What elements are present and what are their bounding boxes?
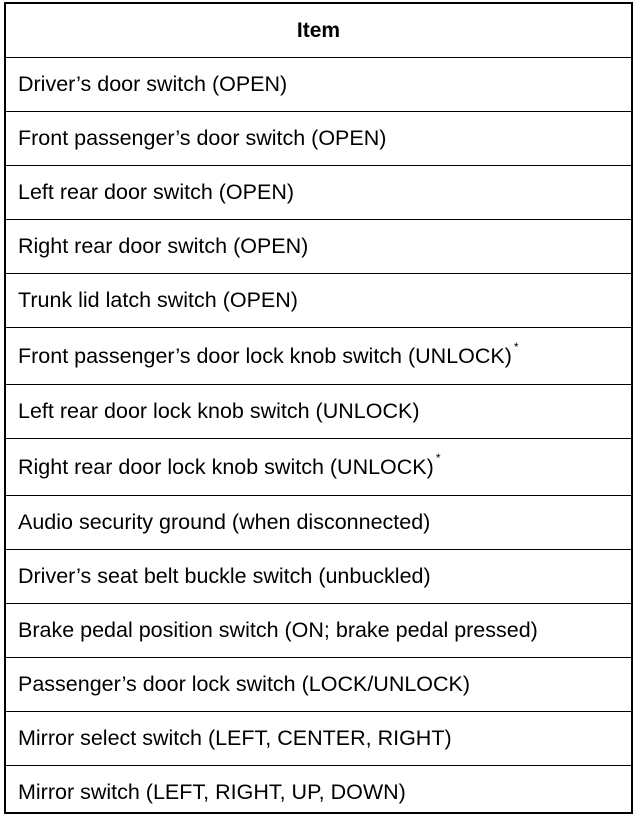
table-row xyxy=(6,220,631,274)
table-cell xyxy=(6,385,631,439)
row-label: Front passenger’s door switch (OPEN) xyxy=(18,126,387,150)
table-row xyxy=(6,385,631,439)
row-label: Left rear door switch (OPEN) xyxy=(18,180,295,204)
table-row xyxy=(6,274,631,328)
table-cell xyxy=(6,496,631,550)
table-row xyxy=(6,658,631,712)
row-label: Brake pedal position switch (ON; brake pedal pressed) xyxy=(18,618,538,642)
table-row xyxy=(6,496,631,550)
row-label: Driver’s door switch (OPEN) xyxy=(18,72,288,96)
table-cell xyxy=(6,220,631,274)
footnote-mark: * xyxy=(513,339,519,354)
row-label: Mirror switch (LEFT, RIGHT, UP, DOWN) xyxy=(18,780,406,804)
table-cell xyxy=(6,550,631,604)
table-row xyxy=(6,166,631,220)
table-row xyxy=(6,58,631,112)
row-label: Passenger’s door lock switch (LOCK/UNLOCK) xyxy=(18,672,471,696)
column-header-item: Item xyxy=(6,4,631,58)
table-cell xyxy=(6,58,631,112)
table-cell xyxy=(6,439,631,496)
table-cell xyxy=(6,274,631,328)
row-label: Front passenger’s door lock knob switch (UNLOCK) xyxy=(18,343,512,368)
row-label: Audio security ground (when disconnected) xyxy=(18,510,431,534)
item-table xyxy=(6,4,631,819)
table-cell xyxy=(6,766,631,820)
table-cell xyxy=(6,604,631,658)
table-row xyxy=(6,604,631,658)
table-cell xyxy=(6,658,631,712)
table-cell xyxy=(6,112,631,166)
table-row xyxy=(6,439,631,496)
table-header-row xyxy=(6,4,631,58)
table-cell xyxy=(6,328,631,385)
row-label: Left rear door lock knob switch (UNLOCK) xyxy=(18,399,420,423)
table-row xyxy=(6,712,631,766)
table-row xyxy=(6,112,631,166)
row-label: Right rear door switch (OPEN) xyxy=(18,234,309,258)
table-cell xyxy=(6,712,631,766)
row-label: Trunk lid latch switch (OPEN) xyxy=(18,288,298,312)
table-row xyxy=(6,328,631,385)
footnote-mark: * xyxy=(435,450,441,465)
item-table-container xyxy=(4,2,633,814)
row-label: Right rear door lock knob switch (UNLOCK) xyxy=(18,454,434,479)
table-cell xyxy=(6,166,631,220)
table-row xyxy=(6,766,631,820)
table-row xyxy=(6,550,631,604)
row-label: Mirror select switch (LEFT, CENTER, RIGHT) xyxy=(18,726,452,750)
row-label: Driver’s seat belt buckle switch (unbuckled) xyxy=(18,564,431,588)
